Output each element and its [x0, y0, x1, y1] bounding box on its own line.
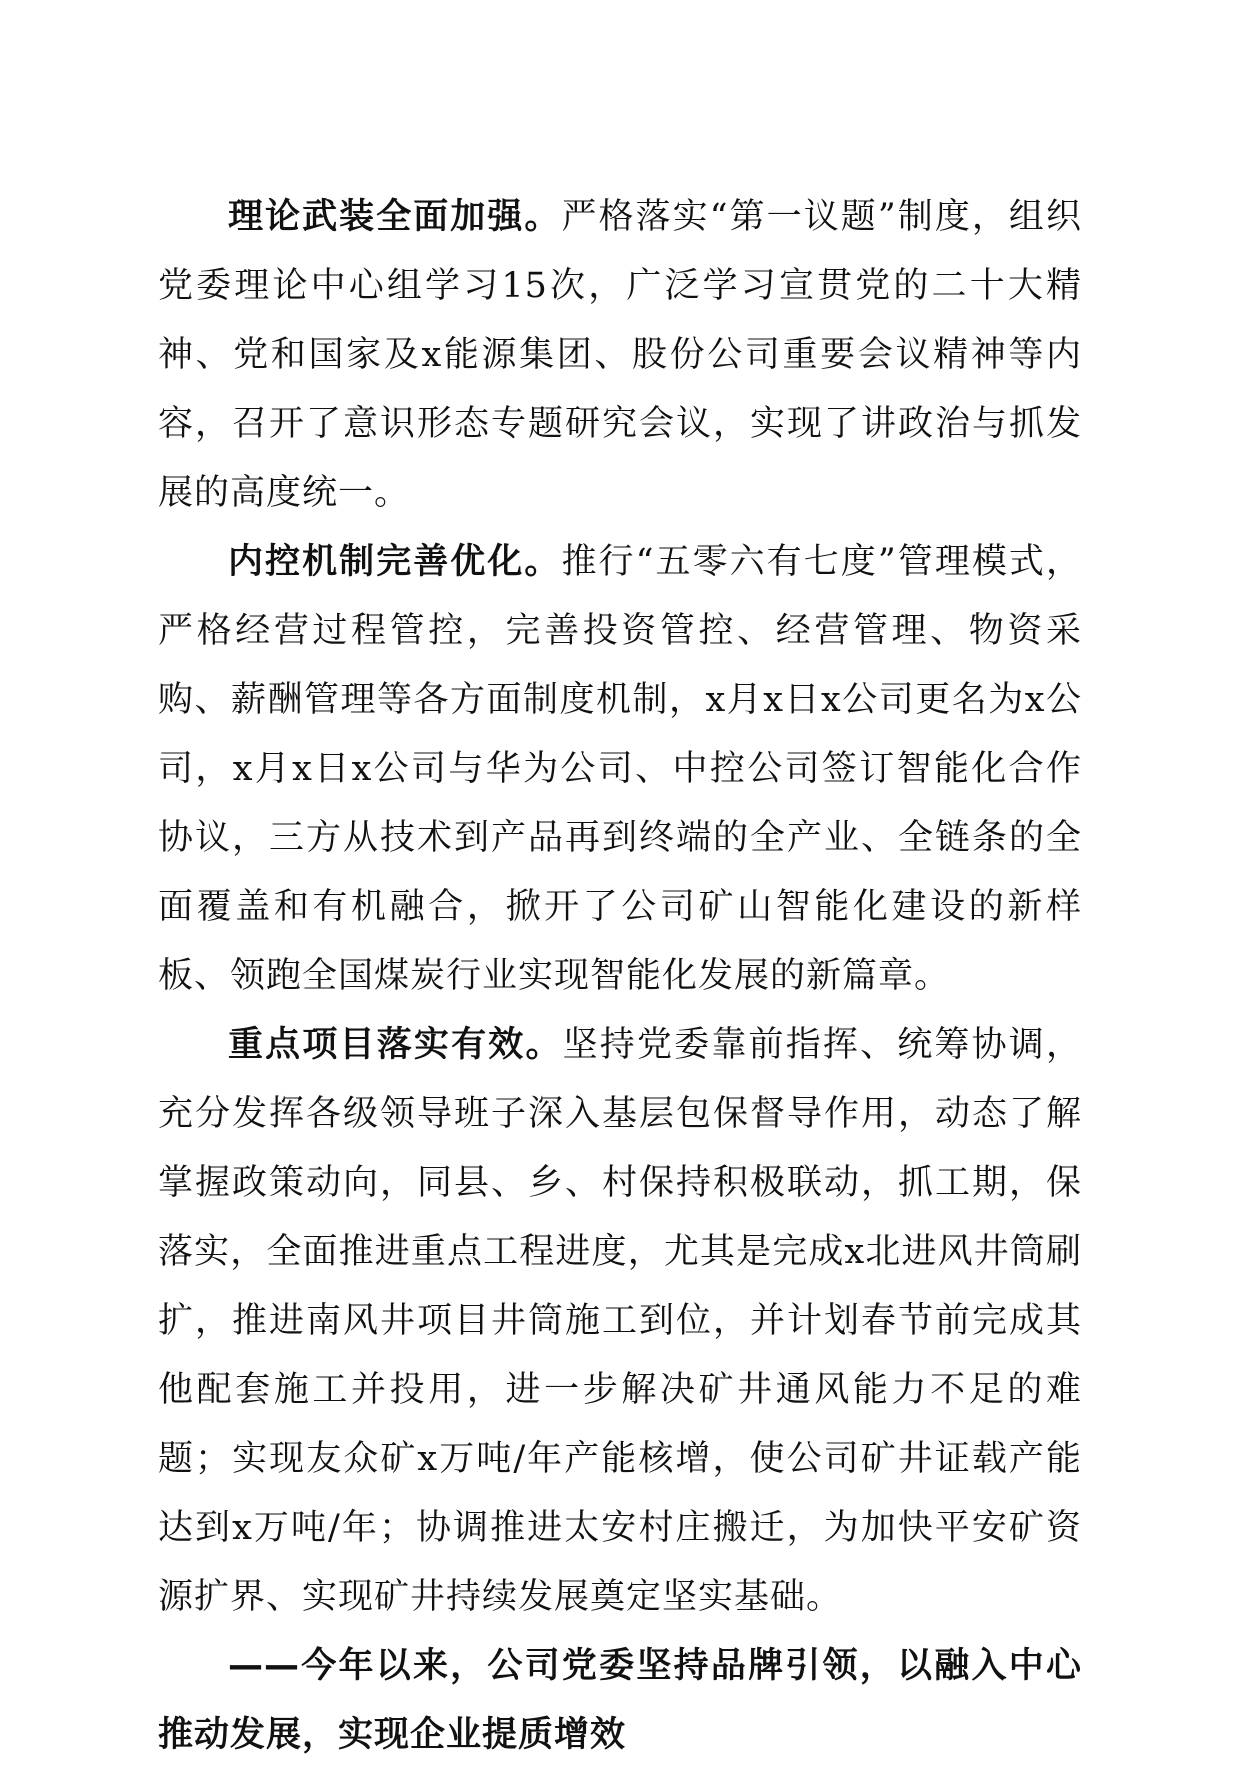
- paragraph-body: 严格落实“第一议题”制度，组织党委理论中心组学习15次，广泛学习宣贯党的二十大精神、党和国家及x能源集团、股份公司重要会议精神等内容，召开了意识形态专题研究会议，实现了讲政治与抓发展的高度统一。: [158, 197, 1082, 513]
- paragraph-lead: 内控机制完善优化。: [228, 542, 562, 582]
- paragraph-body: 推行“五零六有七度”管理模式，严格经营过程管控，完善投资管控、经营管理、物资采购、薪酬管理等各方面制度机制，x月x日x公司更名为x公司，x月x日x公司与华为公司、中控公司签订智能化合作协议，三方从技术到产品再到终端的全产业、全链条的全面覆盖和有机融合，掀开了公司矿山智能化建设的新样板、领跑全国煤炭行业实现智能化发展的新篇章。: [158, 542, 1082, 996]
- paragraph-theory: [158, 183, 1082, 528]
- closing-heading: ——今年以来，公司党委坚持品牌引领，以融入中心推动发展，实现企业提质增效: [158, 1646, 1082, 1755]
- paragraph-key-projects: [158, 1011, 1082, 1632]
- paragraph-lead: 重点项目落实有效。: [228, 1025, 563, 1065]
- paragraph-lead: 理论武装全面加强。: [228, 197, 562, 237]
- document-page: [158, 183, 1082, 1770]
- paragraph-body: 坚持党委靠前指挥、统筹协调，充分发挥各级领导班子深入基层包保督导作用，动态了解掌握政策动向，同县、乡、村保持积极联动，抓工期，保落实，全面推进重点工程进度，尤其是完成x北进风井筒刷扩，推进南风井项目井筒施工到位，并计划春节前完成其他配套施工并投用，进一步解决矿井通风能力不足的难题；实现友众矿x万吨/年产能核增，使公司矿井证载产能达到x万吨/年；协调推进太安村庄搬迁，为加快平安矿资源扩界、实现矿井持续发展奠定坚实基础。: [158, 1025, 1082, 1617]
- paragraph-internal-control: [158, 528, 1082, 1011]
